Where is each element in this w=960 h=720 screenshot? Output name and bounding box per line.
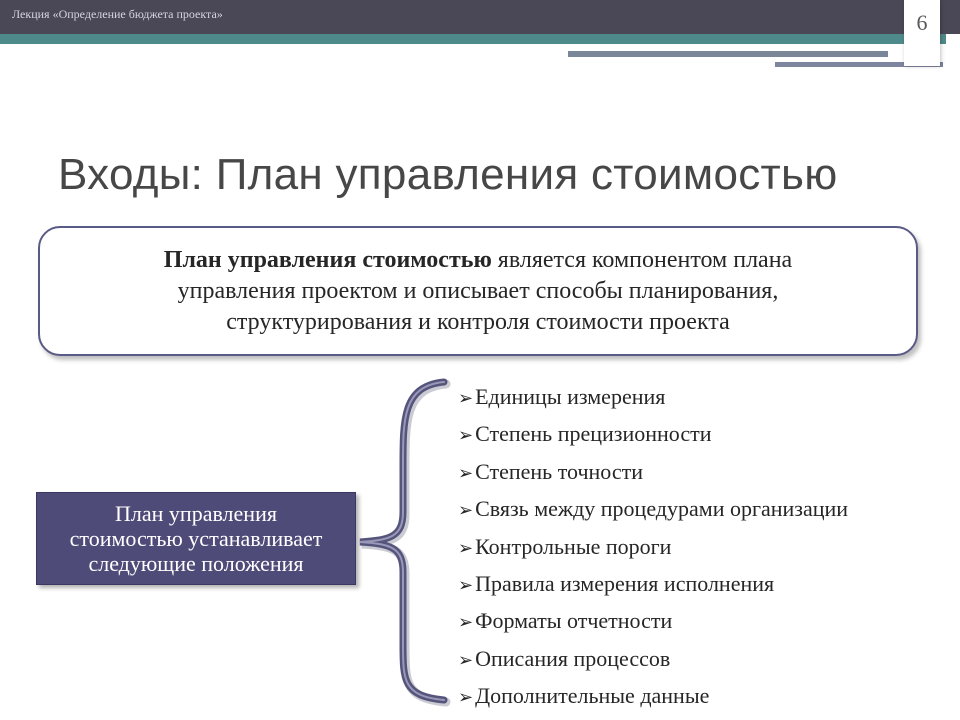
list-item-label: Форматы отчетности	[475, 608, 673, 633]
list-item-label: Контрольные пороги	[475, 534, 672, 559]
definition-term: План управления стоимостью	[163, 246, 492, 273]
plan-box-line-2: стоимостью устанавливает	[69, 526, 323, 551]
arrow-bullet-icon: ➢	[458, 575, 474, 596]
list-item-label: Связь между процедурами организации	[475, 496, 849, 521]
arrow-bullet-icon: ➢	[458, 463, 474, 484]
list-item	[458, 384, 665, 410]
list-item	[458, 571, 774, 597]
list-item	[458, 608, 672, 634]
definition-line-1-rest: является компонентом плана	[491, 246, 793, 273]
definition-line-2: управления проектом и описывает способы планирования,	[177, 277, 779, 304]
page-number: 6	[916, 10, 928, 35]
list-item	[458, 534, 671, 560]
list-item-label: Степень прецизионности	[475, 421, 712, 446]
arrow-bullet-icon: ➢	[458, 687, 474, 708]
slide-title: Входы: План управления стоимостью	[58, 150, 838, 199]
arrow-bullet-icon: ➢	[458, 538, 474, 559]
definition-line-3: структурирования и контроля стоимости проекта	[226, 308, 730, 335]
lecture-label: Лекция «Определение бюджета проекта»	[12, 7, 223, 21]
arrow-bullet-icon: ➢	[458, 612, 474, 633]
list-item-label: Дополнительные данные	[475, 683, 710, 708]
arrow-bullet-icon: ➢	[458, 500, 474, 521]
arrow-bullet-icon: ➢	[458, 425, 474, 446]
list-item-label: Правила измерения исполнения	[475, 571, 775, 596]
list-item	[458, 421, 712, 447]
list-item	[458, 459, 643, 485]
list-item	[458, 683, 709, 709]
list-item-label: Степень точности	[475, 459, 643, 484]
arrow-bullet-icon: ➢	[458, 650, 474, 671]
list-item	[458, 646, 670, 672]
plan-box-line-3: следующие положения	[88, 551, 304, 576]
list-item-label: Единицы измерения	[475, 384, 666, 409]
list-item	[458, 496, 848, 522]
arrow-bullet-icon: ➢	[458, 388, 474, 409]
list-item-label: Описания процессов	[475, 646, 671, 671]
plan-box-line-1: План управления	[115, 501, 277, 526]
